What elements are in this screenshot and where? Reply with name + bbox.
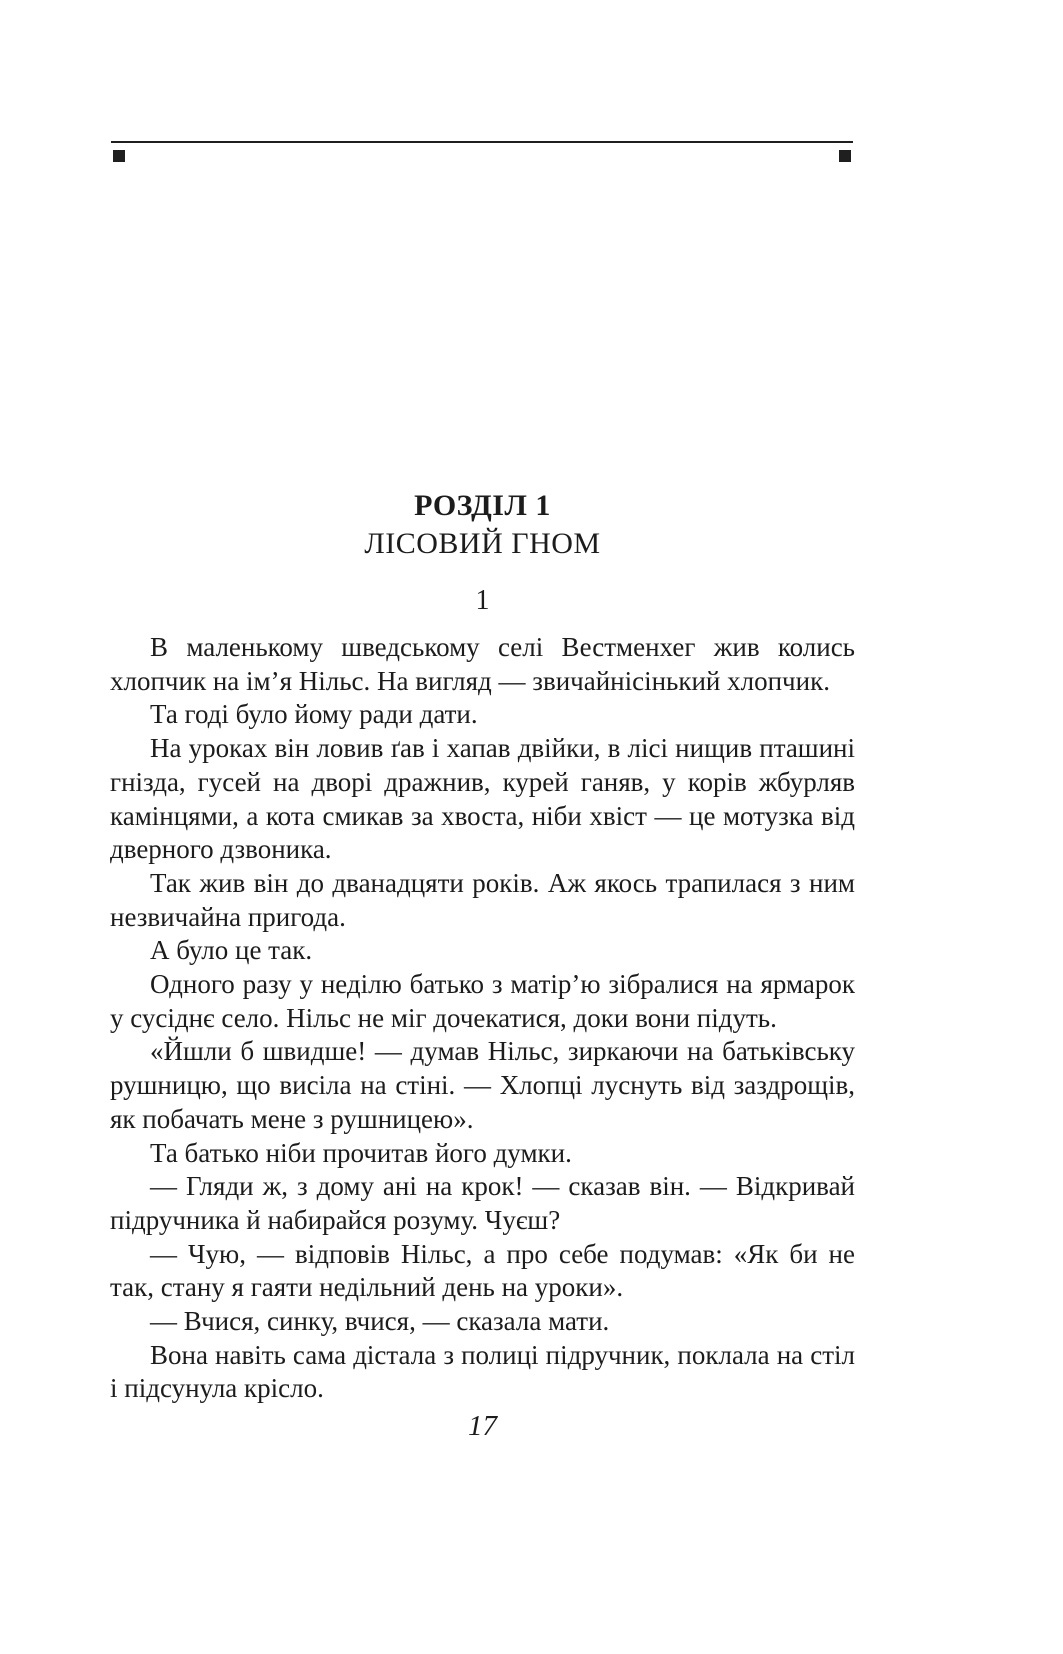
paragraph: — Чую, — відповів Нільс, а про себе подумав: «Як би не так, стану я гаяти недільний день на уроки». [110, 1238, 855, 1303]
body-text [110, 631, 855, 1406]
paragraph: — Вчися, синку, вчися, — сказала мати. [150, 1306, 610, 1337]
rule-square-left-icon [113, 150, 125, 162]
paragraph: Вона навіть сама дістала з полиці підручник, поклала на стіл і підсунула крісло. [110, 1339, 855, 1404]
paragraph: — Гляди ж, з дому ані на крок! — сказав він. — Відкривай підручника й набирайся розуму. Чуєш? [110, 1171, 855, 1235]
section-number: 1 [475, 585, 490, 616]
chapter-title: РОЗДІЛ 1 [414, 489, 551, 522]
page-number: 17 [468, 1410, 497, 1442]
rule-square-right-icon [839, 150, 851, 162]
paragraph: В маленькому шведському селі Вестменхег жив колись хлопчик на ім’я Нільс. На вигляд — звичайнісінький хлопчик. [110, 632, 855, 696]
paragraph: На уроках він ловив ґав і хапав двійки, в лісі нищив пташині гнізда, гусей на дворі дражнив, курей ганяв, у корів жбурляв камінцями, а кота смикав за хвоста, ніби хвіст — це мотузка від дверного дзвоника. [110, 733, 855, 865]
paragraph: Та батько ніби прочитав його думки. [150, 1137, 572, 1168]
rule-line [111, 141, 853, 143]
paragraph: А було це так. [150, 935, 313, 966]
paragraph: Та годі було йому ради дати. [150, 699, 478, 730]
paragraph: «Йшли б швидше! — думав Нільс, зиркаючи на батьківську рушницю, що висіла на стіні. — Хлопці луснуть від заздрощів, як побачать мене з рушницею». [110, 1036, 855, 1134]
chapter-heading [110, 487, 855, 617]
chapter-subtitle: ЛІСОВИЙ ГНОМ [364, 527, 601, 560]
header-rule [111, 141, 853, 165]
paragraph: Так жив він до дванадцяти років. Аж якось трапилася з ним незвичайна пригода. [110, 867, 855, 932]
paragraph: Одного разу у неділю батько з матір’ю зібралися на ярмарок у сусіднє село. Нільс не міг дочекатися, доки вони підуть. [110, 969, 855, 1033]
text-block [110, 0, 855, 1654]
